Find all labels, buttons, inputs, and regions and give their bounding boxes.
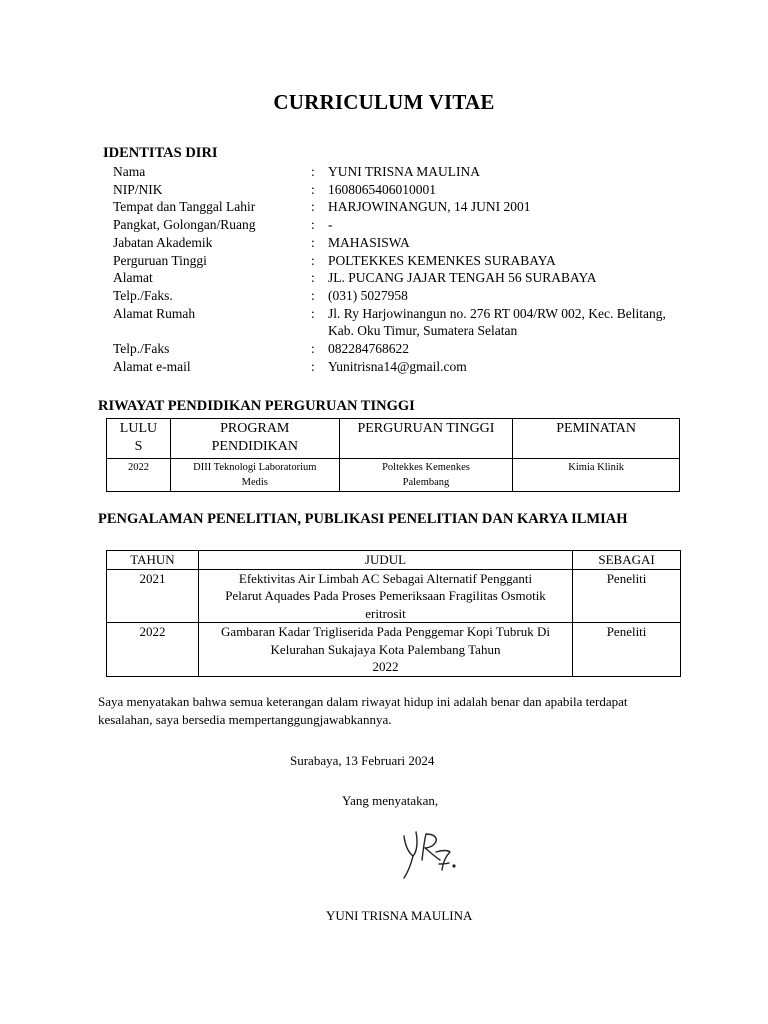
- identity-separator: :: [311, 358, 315, 374]
- research-title-line-1: Gambaran Kadar Trigliserida Pada Penggemar Kopi Tubruk Di: [221, 624, 550, 639]
- identity-separator: :: [311, 234, 315, 250]
- identity-separator: :: [311, 217, 315, 233]
- identity-separator: :: [311, 287, 315, 303]
- identity-separator: :: [311, 341, 315, 357]
- identity-separator: :: [311, 270, 315, 286]
- education-year: 2022: [107, 459, 171, 492]
- identity-label: Tempat dan Tanggal Lahir: [113, 199, 256, 215]
- identity-label: Jabatan Akademik: [113, 234, 213, 250]
- identity-separator: :: [311, 199, 315, 215]
- table-row: [107, 623, 681, 677]
- research-title: [198, 569, 572, 623]
- education-heading: RIWAYAT PENDIDIKAN PERGURUAN TINGGI: [98, 398, 415, 414]
- identity-separator: :: [311, 164, 315, 179]
- identity-value: -: [328, 217, 333, 233]
- header-title: JUDUL: [198, 551, 572, 570]
- header-program-line-1: PROGRAM: [220, 421, 290, 436]
- identity-row-phone-home: [113, 340, 688, 358]
- statement-text: [98, 693, 688, 728]
- identity-label: Telp./Faks.: [113, 287, 173, 303]
- home-address-line-1: Jl. Ry Harjowinangun no. 276 RT 004/RW 002, Kec. Belitang,: [328, 305, 666, 321]
- header-year: TAHUN: [107, 551, 199, 570]
- statement-line-1: Saya menyatakan bahwa semua keterangan dalam riwayat hidup ini adalah benar dan apabila terdapat: [98, 694, 628, 709]
- home-address-line-2: Kab. Oku Timur, Sumatera Selatan: [328, 323, 518, 339]
- education-institution-line-1: Poltekkes Kemenkes: [382, 462, 470, 473]
- research-title-line-3: 2022: [372, 659, 399, 674]
- identity-row-email: [113, 358, 688, 376]
- table-row: [107, 569, 681, 623]
- education-institution: [339, 459, 513, 492]
- education-header-row: [107, 419, 680, 459]
- identity-label: NIP/NIK: [113, 181, 163, 197]
- research-title-line-1: Efektivitas Air Limbah AC Sebagai Alternatif Pengganti: [238, 570, 533, 586]
- identity-row-home-address: [113, 305, 688, 340]
- statement-line-2: kesalahan, saya bersedia mempertanggungjawabkannya.: [98, 711, 392, 727]
- header-program: [170, 419, 339, 459]
- education-program-line-2: Medis: [241, 477, 268, 488]
- place-date: Surabaya, 13 Februari 2024: [290, 753, 435, 768]
- identity-label: Pangkat, Golongan/Ruang: [113, 217, 256, 233]
- header-peminatan: PEMINATAN: [513, 419, 680, 459]
- identity-list: [113, 163, 688, 375]
- identity-row-nip: [113, 181, 688, 199]
- research-table: [106, 550, 681, 677]
- identity-row-rank: [113, 216, 688, 234]
- identity-row-birth: [113, 198, 688, 216]
- education-table: [106, 418, 680, 492]
- identity-value: HARJOWINANGUN, 14 JUNI 2001: [328, 199, 531, 215]
- research-role: Peneliti: [573, 569, 681, 623]
- identity-row-name: [113, 163, 688, 181]
- identity-value: MAHASISWA: [328, 234, 410, 250]
- signer-name: YUNI TRISNA MAULINA: [326, 908, 473, 923]
- identity-label: Nama: [113, 164, 146, 179]
- header-lulus: [107, 419, 171, 459]
- identity-separator: :: [311, 252, 315, 268]
- research-year: 2022: [107, 623, 199, 677]
- header-lulus-line-1: LULU: [119, 421, 158, 436]
- identity-label: Telp./Faks: [113, 341, 170, 357]
- identity-label: Alamat: [113, 270, 153, 286]
- identity-label: Alamat Rumah: [113, 305, 196, 321]
- header-perguruan: PERGURUAN TINGGI: [339, 419, 513, 459]
- education-specialization: Kimia Klinik: [513, 459, 680, 492]
- research-title-line-2: Pelarut Aquades Pada Proses Pemeriksaan Fragilitas Osmotik: [225, 588, 546, 603]
- education-program: [170, 459, 339, 492]
- research-heading: PENGALAMAN PENELITIAN, PUBLIKASI PENELITIAN DAN KARYA ILMIAH: [98, 511, 628, 527]
- education-program-line-1: DIII Teknologi Laboratorium: [193, 462, 317, 473]
- header-program-line-2: PENDIDIKAN: [211, 439, 298, 454]
- declaration-text: Yang menyatakan,: [342, 793, 439, 808]
- identity-separator: :: [311, 305, 315, 321]
- identity-value: 1608065406010001: [328, 181, 436, 197]
- identity-value: 082284768622: [328, 341, 409, 357]
- identity-row-position: [113, 234, 688, 252]
- identity-row-phone-office: [113, 287, 688, 305]
- research-title-line-3: eritrosit: [365, 605, 406, 621]
- identity-value: [328, 305, 688, 340]
- identity-label: Perguruan Tinggi: [113, 252, 207, 268]
- identity-row-university: [113, 252, 688, 270]
- identity-value: Yunitrisna14@gmail.com: [328, 358, 467, 374]
- research-header-row: [107, 551, 681, 570]
- research-title-line-2: Kelurahan Sukajaya Kota Palembang Tahun: [270, 641, 501, 657]
- identity-value: POLTEKKES KEMENKES SURABAYA: [328, 252, 556, 268]
- research-role: Peneliti: [573, 623, 681, 677]
- document-title: CURRICULUM VITAE: [273, 90, 495, 114]
- signature-icon: [396, 826, 464, 884]
- identity-separator: :: [311, 181, 315, 197]
- header-lulus-line-2: S: [134, 439, 143, 454]
- identity-row-address: [113, 269, 688, 287]
- identity-label: Alamat e-mail: [113, 358, 191, 374]
- education-institution-line-2: Palembang: [402, 477, 450, 488]
- research-year: 2021: [107, 569, 199, 623]
- header-role: SEBAGAI: [573, 551, 681, 570]
- identity-heading: IDENTITAS DIRI: [103, 145, 218, 161]
- research-title: [198, 623, 572, 677]
- identity-value: JL. PUCANG JAJAR TENGAH 56 SURABAYA: [328, 270, 597, 286]
- identity-value: (031) 5027958: [328, 287, 408, 303]
- identity-value: YUNI TRISNA MAULINA: [328, 164, 481, 179]
- table-row: [107, 459, 680, 492]
